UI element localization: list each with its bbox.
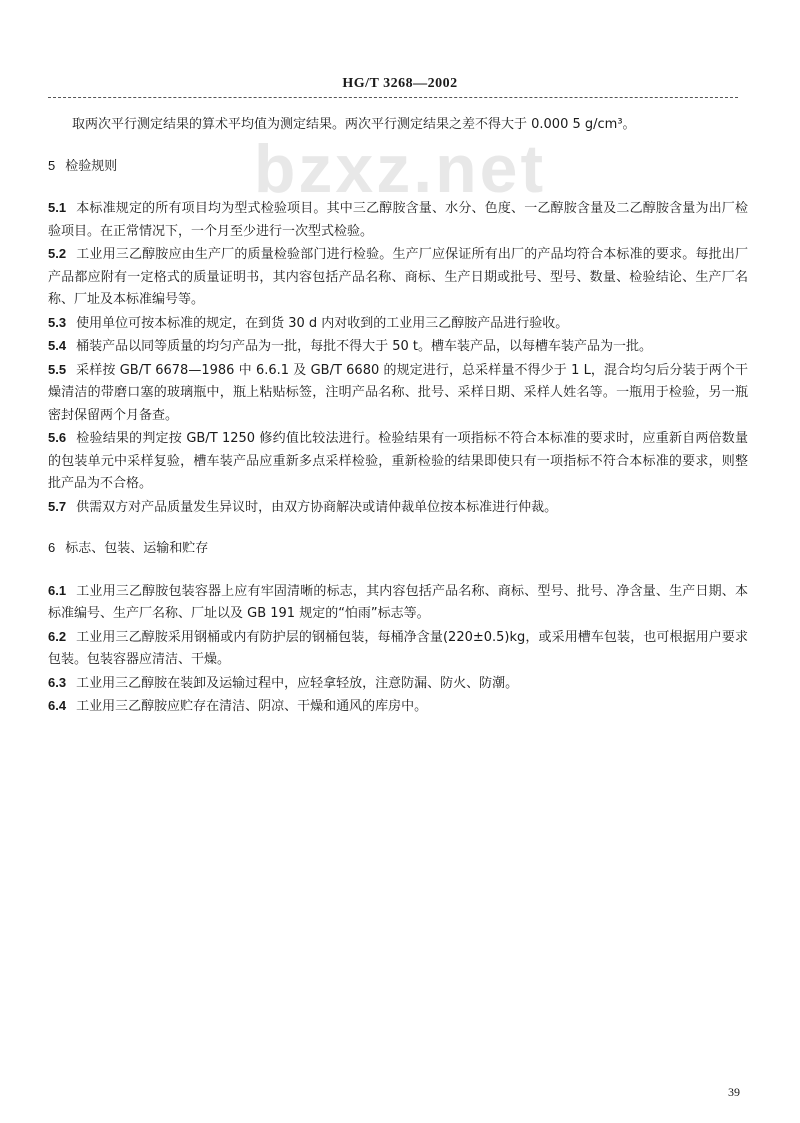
- clause-number: 5.4: [48, 338, 67, 353]
- clause-5-5: [48, 359, 748, 428]
- clause-number: 6.1: [48, 582, 67, 598]
- clause-text: 工业用三乙醇胺应由生产厂的质量检验部门进行检验。生产厂应保证所有出厂的产品均符合本标准的要求。每批出厂产品都应附有一定格式的质量证明书，其内容包括产品名称、商标、生产日期或批号、型号、数量、检验结论、生产厂名称、厂址及本标准编号等。: [48, 247, 748, 307]
- page-number: 39: [728, 1085, 740, 1099]
- clause-6-4: [48, 695, 748, 719]
- section-6-title: 标志、包装、运输和贮存: [65, 541, 209, 556]
- clause-text: 桶装产品以同等质量的均匀产品为一批，每批不得大于 50 t。槽车装产品，以每槽车装产品为一批。: [76, 339, 652, 354]
- clause-number: 6.2: [48, 628, 67, 644]
- clause-6-3: [48, 672, 748, 696]
- intro-paragraph: 取两次平行测定结果的算术平均值为测定结果。两次平行测定结果之差不得大于 0.000 5 g/cm³。: [72, 117, 636, 132]
- clause-number: 5.6: [48, 430, 67, 445]
- section-6-number: 6: [48, 540, 56, 555]
- header-divider: [48, 97, 738, 98]
- clause-number: 6.4: [48, 698, 67, 713]
- clause-text: 使用单位可按本标准的规定，在到货 30 d 内对收到的工业用三乙醇胺产品进行验收。: [76, 315, 569, 331]
- clause-number: 5.7: [48, 498, 67, 514]
- clause-text: 供需双方对产品质量发生异议时，由双方协商解决或请仲裁单位按本标准进行仲裁。: [76, 499, 558, 515]
- clause-6-2: [48, 626, 748, 672]
- clause-5-6: [48, 427, 748, 496]
- standard-code-header: HG/T 3268—2002: [342, 76, 458, 91]
- clause-text: 工业用三乙醇胺包装容器上应有牢固清晰的标志，其内容包括产品名称、商标、型号、批号、净含量、生产日期、本标准编号、生产厂名称、厂址以及 GB 191 规定的“怕雨”标志等。: [48, 583, 748, 621]
- section-5-title: 检验规则: [65, 158, 118, 174]
- clause-5-1: [48, 197, 748, 243]
- clause-number: 5.3: [48, 314, 67, 330]
- clause-5-4: [48, 335, 748, 359]
- clause-5-2: [48, 243, 748, 312]
- clause-number: 5.5: [48, 361, 67, 377]
- clause-text: 本标准规定的所有项目均为型式检验项目。其中三乙醇胺含量、水分、色度、一乙醇胺含量及二乙醇胺含量为出厂检验项目。在正常情况下，一个月至少进行一次型式检验。: [48, 201, 748, 239]
- clause-number: 5.1: [48, 200, 67, 215]
- clause-text: 采样按 GB/T 6678—1986 中 6.6.1 及 GB/T 6680 的规定进行，总采样量不得少于 1 L，混合均匀后分装于两个干燥清洁的带磨口塞的玻璃瓶中，瓶上粘贴标签，注明产品名称、批号、采样日期、采样人姓名等。一瓶用于检验，另一瓶密封保留两个月备查。: [48, 362, 748, 423]
- document-body: [48, 114, 748, 719]
- section-5-number: 5: [48, 157, 56, 173]
- section-6-heading: [48, 537, 748, 561]
- clause-number: 6.3: [48, 674, 67, 690]
- clause-5-7: [48, 496, 748, 520]
- clause-text: 工业用三乙醇胺采用钢桶或内有防护层的钢桶包装，每桶净含量(220±0.5)kg，或采用槽车包装，也可根据用户要求包装。包装容器应清洁、干燥。: [48, 629, 748, 667]
- watermark: bzxz.net: [253, 131, 547, 207]
- clause-text: 工业用三乙醇胺应贮存在清洁、阴凉、干燥和通风的库房中。: [76, 699, 428, 714]
- clause-text: 工业用三乙醇胺在装卸及运输过程中，应轻拿轻放，注意防漏、防火、防潮。: [76, 675, 519, 691]
- clause-text: 检验结果的判定按 GB/T 1250 修约值比较法进行。检验结果有一项指标不符合本标准的要求时，应重新自两倍数量的包装单元中采样复验，槽车装产品应重新多点采样检验，重新检验的结果即使只有一项指标不符合本标准的要求，则整批产品为不合格。: [48, 431, 748, 491]
- section-5-heading: [48, 155, 748, 179]
- clause-number: 5.2: [48, 246, 67, 261]
- clause-5-3: [48, 312, 748, 336]
- clause-6-1: [48, 580, 748, 626]
- section-gap: [48, 519, 748, 537]
